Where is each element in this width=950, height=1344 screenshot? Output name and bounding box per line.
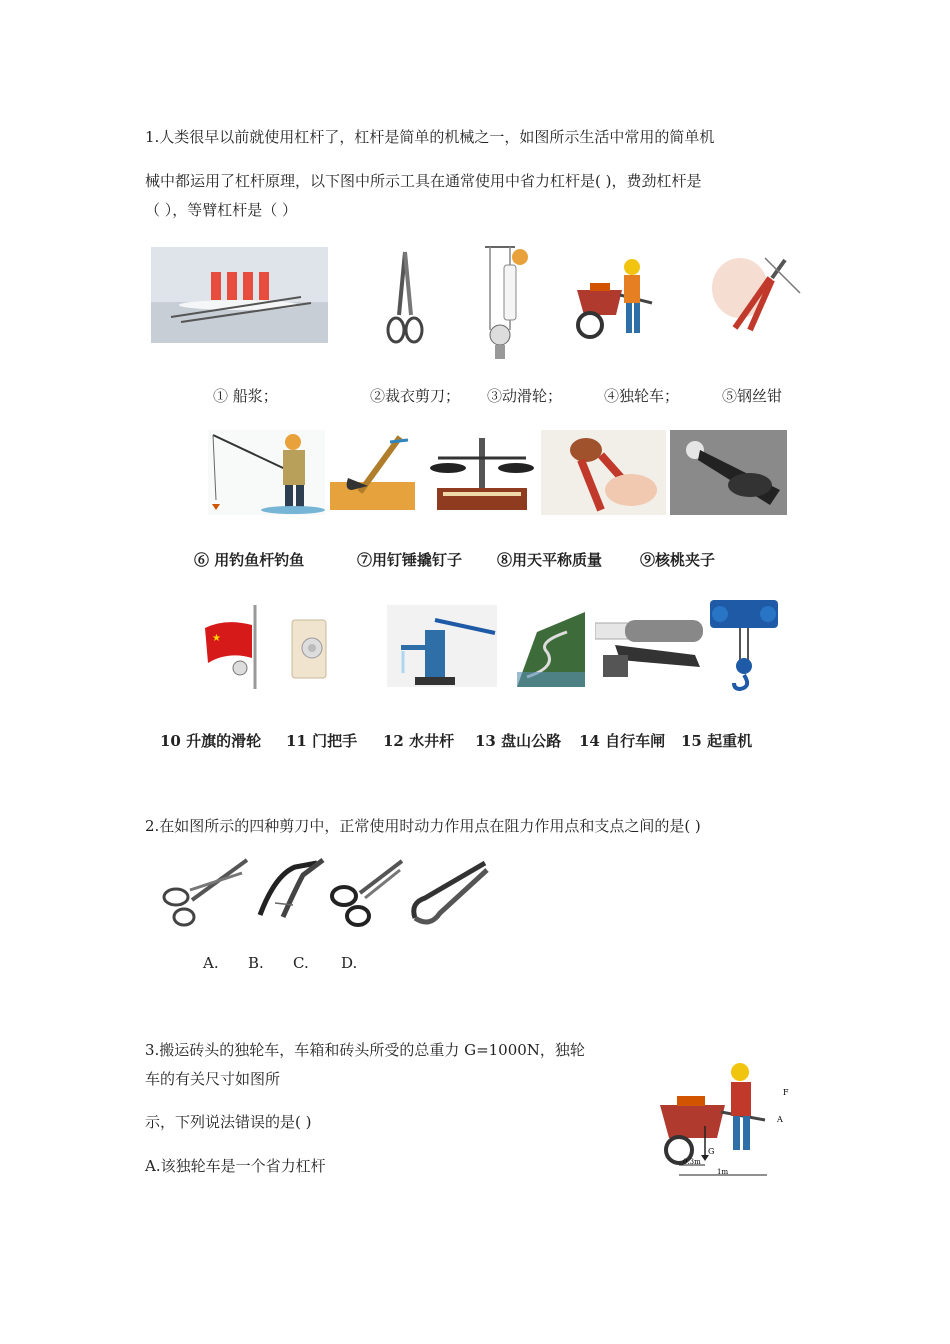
crane-hoist-image	[705, 590, 783, 695]
caption-hammer: ⑦用钉锤撬钉子	[357, 551, 463, 569]
caption-door-handle: 11 门把手	[286, 732, 358, 750]
q1-line3: （ ），等臂杠杆是（ ）	[145, 201, 298, 219]
caption-crane: 15 起重机	[681, 732, 753, 750]
caption-fishing: ⑥ 用钓鱼杆钓鱼	[194, 551, 305, 569]
scissors-a-image	[162, 855, 250, 930]
fishing-rod-image	[208, 430, 325, 515]
q3-line1: 3.搬运砖头的独轮车，车箱和砖头所受的总重力 G=1000N，独轮	[145, 1041, 585, 1059]
q3-line3: 示，下列说法错误的是( )	[145, 1113, 312, 1131]
door-handle-image	[290, 618, 330, 680]
caption-nutcracker: ⑨核桃夹子	[640, 551, 716, 569]
point-a-label: A	[777, 1115, 783, 1124]
well-pump-image	[387, 605, 497, 687]
gravity-label: G	[708, 1147, 715, 1156]
q2-option-a: A.	[203, 954, 219, 972]
balance-scale-image	[423, 430, 541, 515]
scissors-d-image	[405, 858, 490, 930]
caption-oar: ① 船浆；	[213, 387, 278, 405]
caption-bicycle-brake: 14 自行车闸	[579, 732, 666, 750]
scissors-b-image	[255, 855, 327, 920]
q2-text: 2.在如图所示的四种剪刀中，正常使用时动力作用点在阻力作用点和支点之间的是( )	[145, 817, 701, 835]
caption-scissors: ②裁衣剪刀；	[370, 387, 461, 405]
caption-mountain-road: 13 盘山公路	[475, 732, 562, 750]
svg-text:★: ★	[212, 633, 221, 644]
wheelbarrow-diagram	[655, 1060, 795, 1180]
rowing-oar-image	[151, 247, 328, 343]
caption-balance: ⑧用天平称质量	[497, 551, 603, 569]
nutcracker-closeup-image	[670, 430, 787, 515]
bicycle-brake-image	[595, 615, 705, 690]
pliers-image	[710, 248, 805, 338]
caption-pulley: ③动滑轮；	[487, 387, 563, 405]
nutcracker-image	[541, 430, 666, 515]
dist-1-label: 1m	[717, 1168, 729, 1176]
force-label: F	[783, 1088, 789, 1097]
scissors-image	[385, 250, 425, 345]
q3-option-a: A.该独轮车是一个省力杠杆	[145, 1157, 326, 1175]
q2-option-b: B.	[248, 954, 264, 972]
q2-option-c: C.	[293, 954, 309, 972]
flag-pulley-image	[200, 603, 262, 690]
mountain-road-image	[517, 612, 585, 687]
caption-wheelbarrow: ④独轮车；	[604, 387, 680, 405]
q1-line2: 械中都运用了杠杆原理，以下图中所示工具在通常使用中省力杠杆是( )，费劲杠杆是	[145, 172, 702, 190]
q3-line2: 车的有关尺寸如图所	[145, 1070, 281, 1088]
q2-option-d: D.	[341, 954, 358, 972]
caption-pliers: ⑤钢丝钳	[722, 387, 783, 405]
caption-flag-pulley	[160, 731, 261, 751]
caption-well-pump: 12 水井杆	[383, 732, 455, 750]
scissors-c-image	[330, 858, 405, 930]
claw-hammer-image	[330, 432, 415, 510]
dist-03-label: 0.3m	[683, 1158, 701, 1166]
movable-pulley-image	[480, 245, 535, 365]
caption-flag-pulley-text: 10 升旗的滑轮	[160, 732, 262, 750]
q1-line1: 1.人类很早以前就使用杠杆了，杠杆是简单的机械之一，如图所示生活中常用的简单机	[145, 128, 715, 146]
wheelbarrow-image	[572, 255, 662, 340]
